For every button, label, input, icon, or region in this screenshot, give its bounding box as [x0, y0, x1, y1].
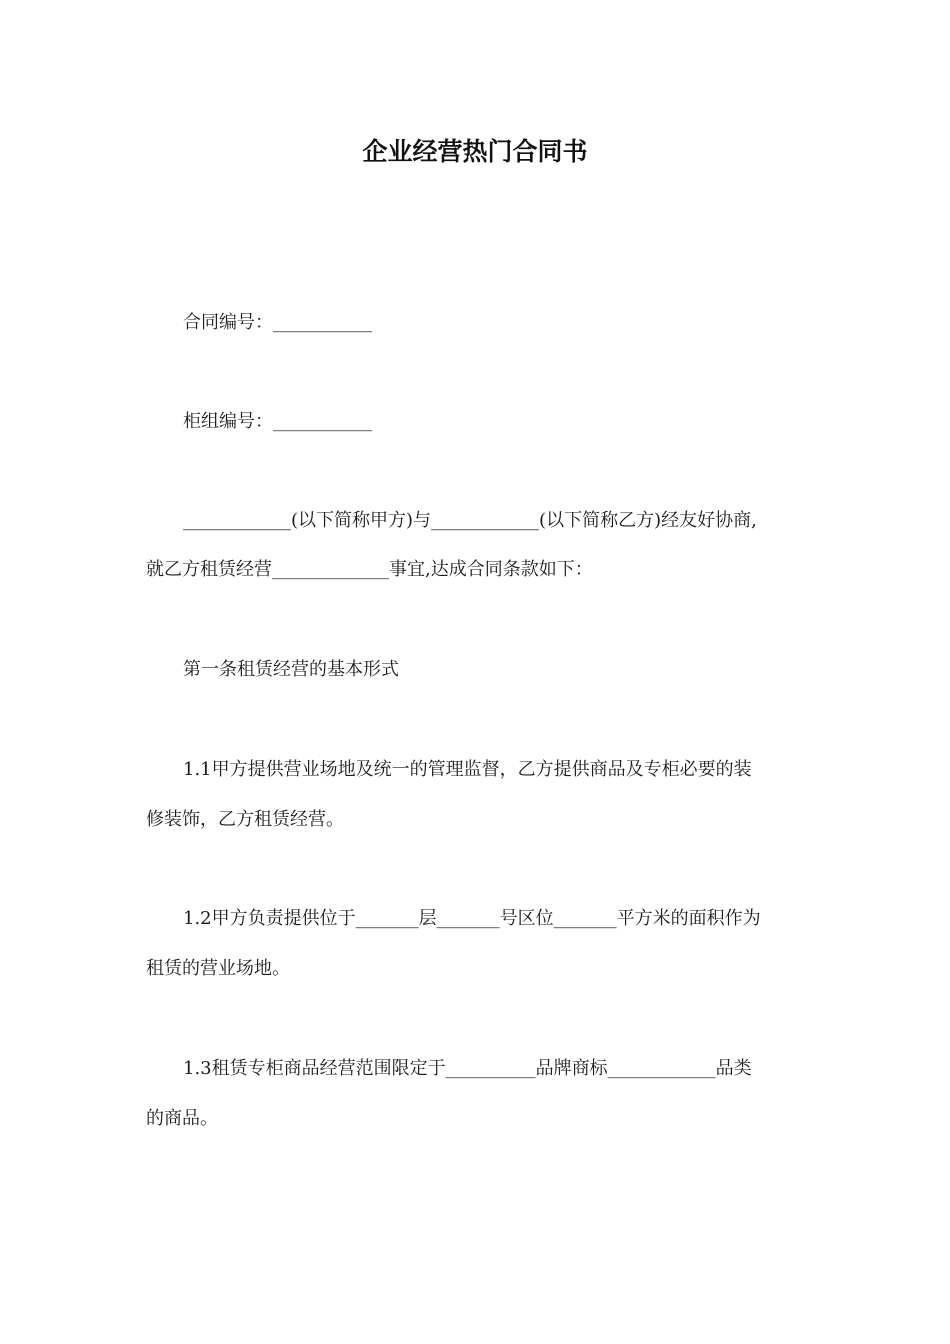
- clause-1-3: [146, 1044, 816, 1093]
- article-1-heading-text: 第一条租赁经营的基本形式: [183, 659, 399, 680]
- counter-number-line: [146, 397, 816, 446]
- clause-1-2: [146, 894, 816, 943]
- intro-line-2: 就乙方租赁经营_____________事宜,达成合同条款如下：: [146, 559, 593, 580]
- clause-1-2-line-1: 1.2甲方负责提供位于_______层_______号区位_______平方米的面积作为: [183, 908, 761, 929]
- intro-line-1: ____________(以下简称甲方)与____________(以下简称乙方)经友好协商,: [183, 510, 757, 531]
- clause-1-1-line-2: 修装饰，乙方租赁经营。: [146, 809, 344, 830]
- intro-paragraph: [146, 496, 816, 545]
- counter-number-text: 柜组编号：___________: [183, 411, 372, 432]
- clause-1-2-line-2: 租赁的营业场地。: [146, 958, 290, 979]
- clause-1-1-cont: [146, 795, 816, 844]
- clause-1-3-cont: [146, 1094, 816, 1143]
- intro-paragraph-cont: [146, 545, 816, 594]
- article-1-heading: [146, 645, 816, 694]
- clause-1-3-line-2: 的商品。: [146, 1108, 218, 1129]
- clause-1-3-line-1: 1.3租赁专柜商品经营范围限定于__________品牌商标____________品类: [183, 1058, 752, 1079]
- contract-number-line: [146, 298, 816, 347]
- clause-1-1-line-1: 1.1甲方提供营业场地及统一的管理监督，乙方提供商品及专柜必要的装: [183, 759, 752, 780]
- clause-1-1: [146, 745, 816, 794]
- document-title: 企业经营热门合同书: [362, 137, 588, 166]
- clause-1-2-cont: [146, 944, 816, 993]
- contract-number-text: 合同编号：___________: [183, 312, 372, 333]
